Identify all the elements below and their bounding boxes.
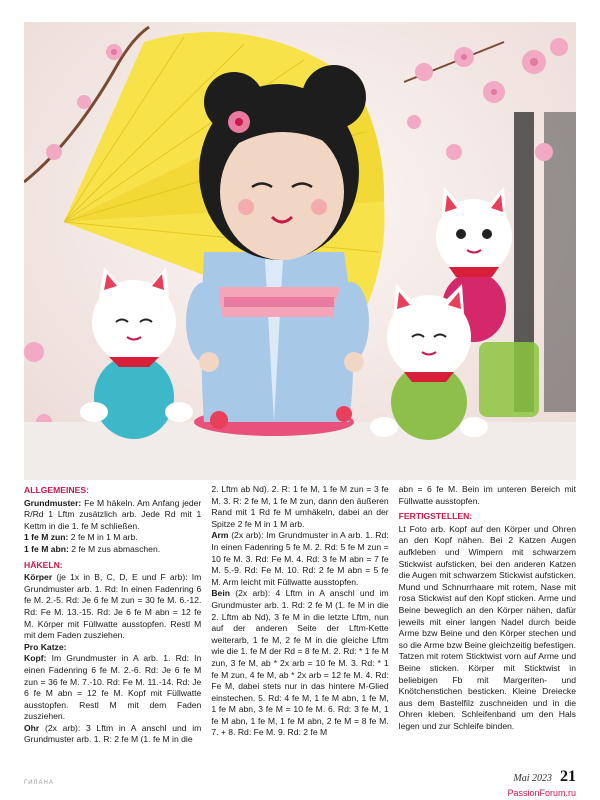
paragraph: Pro Katze: [24, 641, 67, 652]
paragraph: 1 fe M abn: 2 fe M zus abmaschen. [24, 543, 161, 554]
column-3 [399, 484, 576, 760]
paragraph: Lt Foto arb. Kopf auf den Körper und Ohren an den Kopf nähen. Bei 2 Katzen Augen aufkleben und Wimpern mit schwarzem Stickwist aufsticken, bei den anderen Katzen die Augen mit schwarzem Stickwist aufsticken. Mund und Schnurrhaare mit rotem, Nase mit rosa Stickwist auf den Kopf sticken. Arme und Beine beweglich an den Körper nähen, dafür jeweils mit einer langen Nadel durch beide Arme bzw Beine und den Körper stechen und so die Arme bzw Beine gleichzeitig befestigen. Tatzen mit rotem Sticktwist vorn auf Arme und Beine sticken. Körper mit Sticktwist in beliebigen Fb mit Margeriten- und Knötchenstichen besticken. Kleine Dreiecke aus dem Bastelfilz zuschneiden und in die Ohren kleben. Schleifenband um den Hals legen und zur Schleife binden. [398, 523, 576, 731]
paragraph: Kopf: Im Grundmuster in A arb. 1. Rd: In einen Fadenring 6 fe M. 2.-6. Rd: Je 6 fe M zun = 36 fe M. 7.-10. Rd: Fe M. 11.-14. Rd: Je 6 fe M abn = 12 fe M. Kopf mit Füllwatte ausstopfen. Restl M mit dem Faden zusziehen. [24, 653, 202, 722]
footer-folio [513, 768, 576, 786]
paragraph: Körper (je 1x in B, C, D, E und F arb): Im Grundmuster arb. 1. Rd: In einen Fadenring 6 fe M. 2.-5. Rd: Je 6 fe M zun = 30 fe M. 6.-12. Rd: Fe M. 13.-15. Rd: Je 6 fe M abn = 12 fe M. Körper mit Füllwatte ausstopfen. Restl M mit dem Faden zusziehen. [24, 572, 202, 641]
doll-and-cats-illustration [24, 22, 576, 480]
heading-haekeln: HÄKELN: [24, 559, 63, 570]
page-number: 21 [560, 768, 576, 785]
column-1 [24, 484, 201, 760]
paragraph: Bein (2x arb): 4 Lftm in A anschl und im Grundmuster arb. 1. Rd: 2 fe M (1. fe M in die 2. Lftm ab Nd), 3 fe M in die letzte Lftm, nun auf der anderen Seite der Lftm-Kette weiterarb, 1 fe M, 2 fe M in die gleiche Lftm wie die 1. fe M der Rd = 8 fe M. 2. Rd: * 1 fe M zun, 3 fe M, ab * 2x arb = 10 fe M. 3. Rd: * 1 fe M zun, 4 fe M, ab * 2x arb = 12 fe M. 4. Rd: Fe M, dabei stets nur in das hintere M-Glied einstechen. 5. Rd: 4 fe M, 1 fe M abn, 1 fe M, 1 fe M abn, 3 fe M = 10 fe M. 6. Rd: 3 fe M, 1 fe M abn, 1 fe M, 1 fe M abn, 2 fe M = 8 fe M. 7. + 8. Rd: Fe M. 9. Rd: 2 fe M [211, 588, 389, 738]
heading-allgemeines: ALLGEMEINES: [24, 485, 89, 495]
paragraph: Grundmuster: Fe M häkeln. Am Anfang jeder R/Rd 1 Lftm zusätzlich arb. Jede Rd mit 1 Kettm in die 1. fe M schließen. [24, 497, 202, 531]
paragraph: 2. Lftm ab Nd). 2. R: 1 fe M, 1 fe M zun = 3 fe M. 3. R: 2 fe M, 1 fe M zun, dann den äußeren Rand mit 1 Rd fe M umhäkeln, dabei an der Spitze 2 fe M in 1 M arb. [211, 484, 389, 529]
column-2 [211, 484, 388, 760]
paragraph: Arm (2x arb): Im Grundmuster in A arb. 1. Rd: In einen Fadenring 5 fe M. 2. Rd: 5 fe M zun = 10 fe M. 3. Rd: Fe M. 4. Rd: 3 fe M abn = 7 fe M. 5.-9. Rd: Fe M. 10. Rd: 2 fe M abn = 5 fe M. Arm leicht mit Füllwatte ausstopfen. [211, 530, 389, 587]
watermark: PassionForum.ru [507, 788, 576, 798]
magazine-issue: Mai 2023 [513, 773, 552, 784]
paragraph: 1 fe M zun: 2 fe M in 1 M arb. [24, 532, 138, 543]
paragraph: Ohr (2x arb): 3 Lftm in A anschl und im Grundmuster arb. 1. R: 2 fe M (1. fe M in die [24, 722, 202, 745]
heading-fertigstellen: FERTIGSTELLEN: [398, 511, 473, 522]
hero-photo [24, 22, 576, 480]
footer-brand: ГИЛАНА [24, 780, 54, 786]
article-body [24, 484, 576, 760]
paragraph: abn = 6 fe M. Bein im unteren Bereich mit Füllwatte ausstopfen. [398, 484, 576, 506]
